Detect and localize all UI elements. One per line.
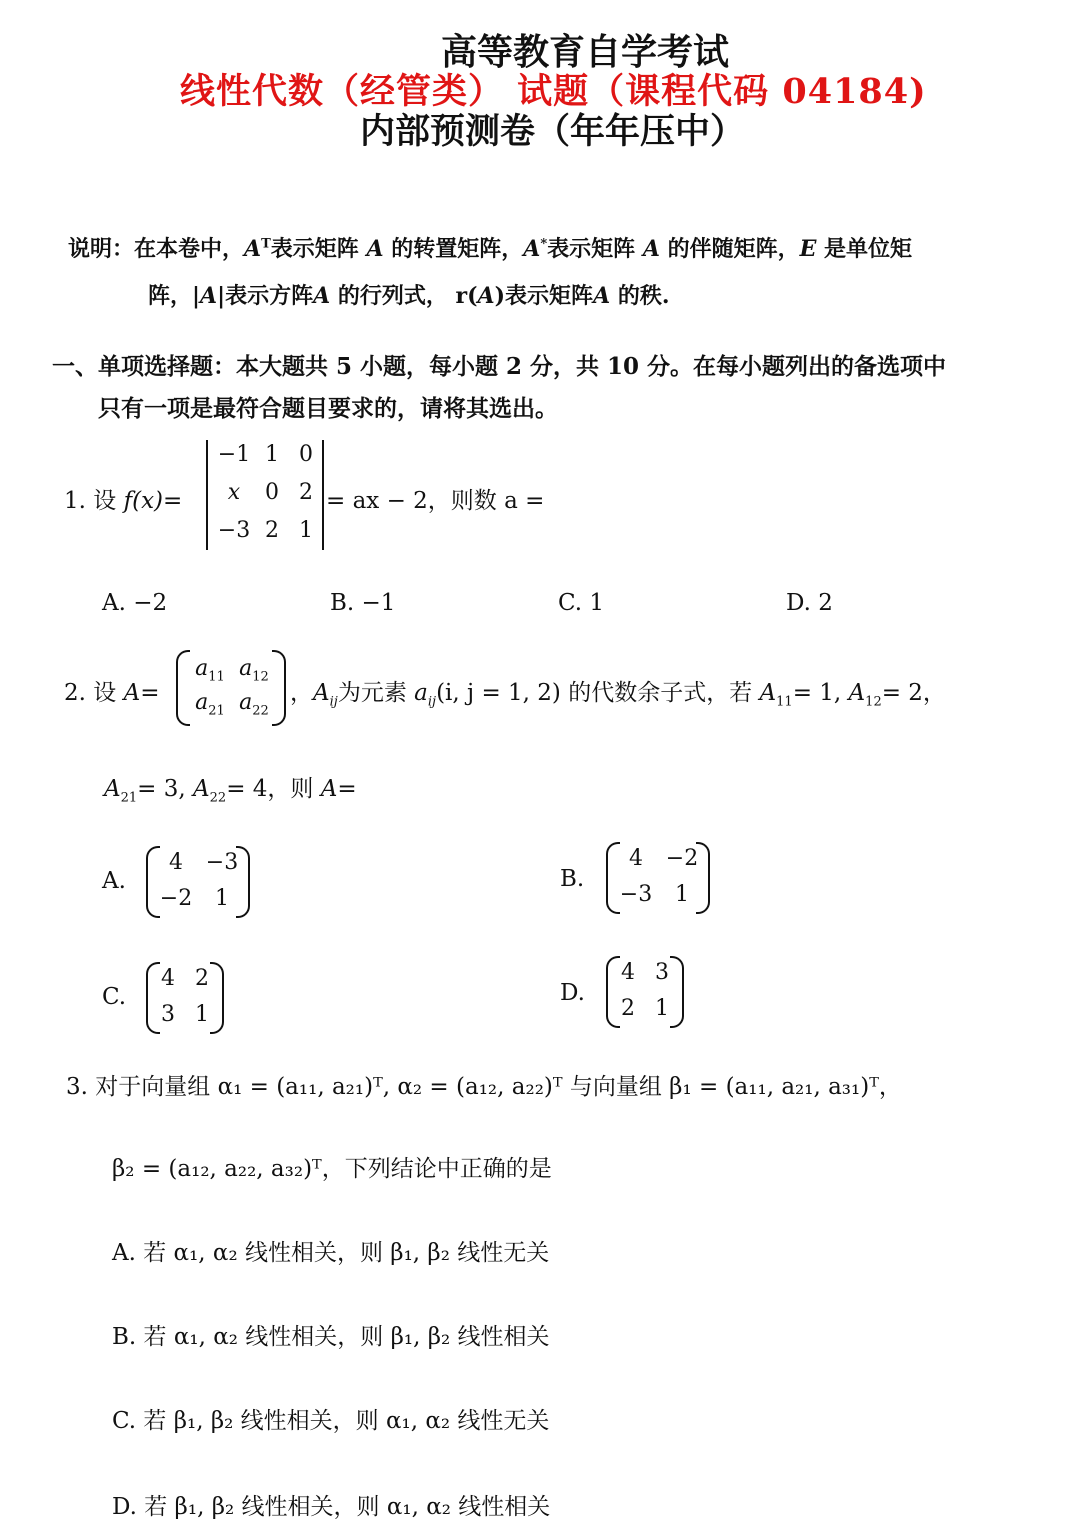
q2-option-d-label[interactable]: D.: [560, 980, 585, 1006]
section-1-heading: 一、单项选择题：本大题共 5 小题，每小题 2 分，共 10 分。在每小题列出的备选项中: [52, 353, 947, 380]
note-line-2: 阵，|A|表示方阵A 的行列式， r(A)表示矩阵A 的秩.: [148, 283, 670, 309]
q1-det-cell: 2: [265, 518, 279, 543]
q1-det-cell: 0: [299, 442, 313, 467]
q2-option-a-label[interactable]: A.: [102, 868, 126, 894]
q2-option-a-matrix[interactable]: 4 −3 −2 1: [146, 846, 250, 918]
q3-option-c[interactable]: C. 若 β₁, β₂ 线性相关，则 α₁, α₂ 线性无关: [112, 1408, 550, 1434]
q1-det-cell: x: [227, 480, 241, 505]
q2-option-b-label[interactable]: B.: [560, 866, 585, 892]
section-1-heading-cont: 只有一项是最符合题目要求的，请将其选出。: [98, 395, 558, 422]
note-line-1: 说明：在本卷中，$A^T$表示矩阵 A 的转置矩阵，A*表示矩阵 A 的伴随矩阵，E 是单位矩: [68, 236, 913, 262]
q1-option-d[interactable]: D. 2: [786, 590, 833, 616]
q1-option-c[interactable]: C. 1: [558, 590, 605, 616]
q1-option-a[interactable]: A. −2: [102, 590, 168, 616]
q1-determinant: [206, 440, 324, 550]
q2-stem-lead: 2. 设 A=: [64, 680, 160, 706]
q1-stem-rhs: = ax − 2，则数 a =: [326, 488, 545, 514]
q3-stem-line-1: 3. 对于向量组 α₁ = (a₁₁, a₂₁)ᵀ, α₂ = (a₁₂, a₂₂)ᵀ 与向量组 β₁ = (a₁₁, a₂₁, a₃₁)ᵀ，: [66, 1074, 902, 1100]
q2-option-b-matrix[interactable]: 4 −2 −3 1: [606, 842, 710, 914]
q1-det-cell: −1: [217, 442, 251, 467]
q2-matrix-cell: $a_{22}$: [239, 690, 269, 719]
q2-option-d-matrix[interactable]: 4 3 2 1: [606, 956, 684, 1028]
q2-option-c-label[interactable]: C.: [102, 984, 127, 1010]
q2-matrix-cell: $a_{12}$: [239, 656, 269, 685]
q1-det-cell: −3: [217, 518, 251, 543]
q2-stem-cont: $A_{21}= 3$, $A_{22}= 4$，则 A=: [104, 776, 357, 806]
q2-option-c-matrix[interactable]: 4 2 3 1: [146, 962, 224, 1034]
q3-option-d[interactable]: D. 若 β₁, β₂ 线性相关，则 α₁, α₂ 线性相关: [112, 1494, 551, 1520]
q3-option-b[interactable]: B. 若 α₁, α₂ 线性相关，则 β₁, β₂ 线性相关: [112, 1324, 550, 1350]
exam-title: 高等教育自学考试: [440, 31, 729, 73]
exam-subtitle: 内部预测卷（年年压中）: [360, 111, 746, 152]
q2-stem-rest: ，$A_{ij}$为元素 $a_{ij}(i$, j = 1, 2) 的代数余子式，若 $A_{11}= 1$, $A_{12}= 2$，: [290, 680, 946, 710]
exam-subject-title: 线性代数（经管类） 试题（课程代码 04184): [180, 71, 927, 112]
q1-option-b[interactable]: B. −1: [330, 590, 396, 616]
q3-option-a[interactable]: A. 若 α₁, α₂ 线性相关，则 β₁, β₂ 线性无关: [112, 1240, 550, 1266]
q2-matrix-cell: $a_{11}$: [195, 656, 225, 685]
q1-det-cell: 1: [299, 518, 313, 543]
q3-stem-line-2: β₂ = (a₁₂, a₂₂, a₃₂)ᵀ，下列结论中正确的是: [112, 1156, 552, 1182]
q1-det-cell: 0: [265, 480, 279, 505]
q1-det-cell: 2: [299, 480, 313, 505]
q1-stem-lead: 1. 设 f(x)=: [64, 488, 183, 514]
q2-matrix-cell: $a_{21}$: [195, 690, 225, 719]
q2-matrix: [176, 650, 286, 726]
q1-det-cell: 1: [265, 442, 279, 467]
